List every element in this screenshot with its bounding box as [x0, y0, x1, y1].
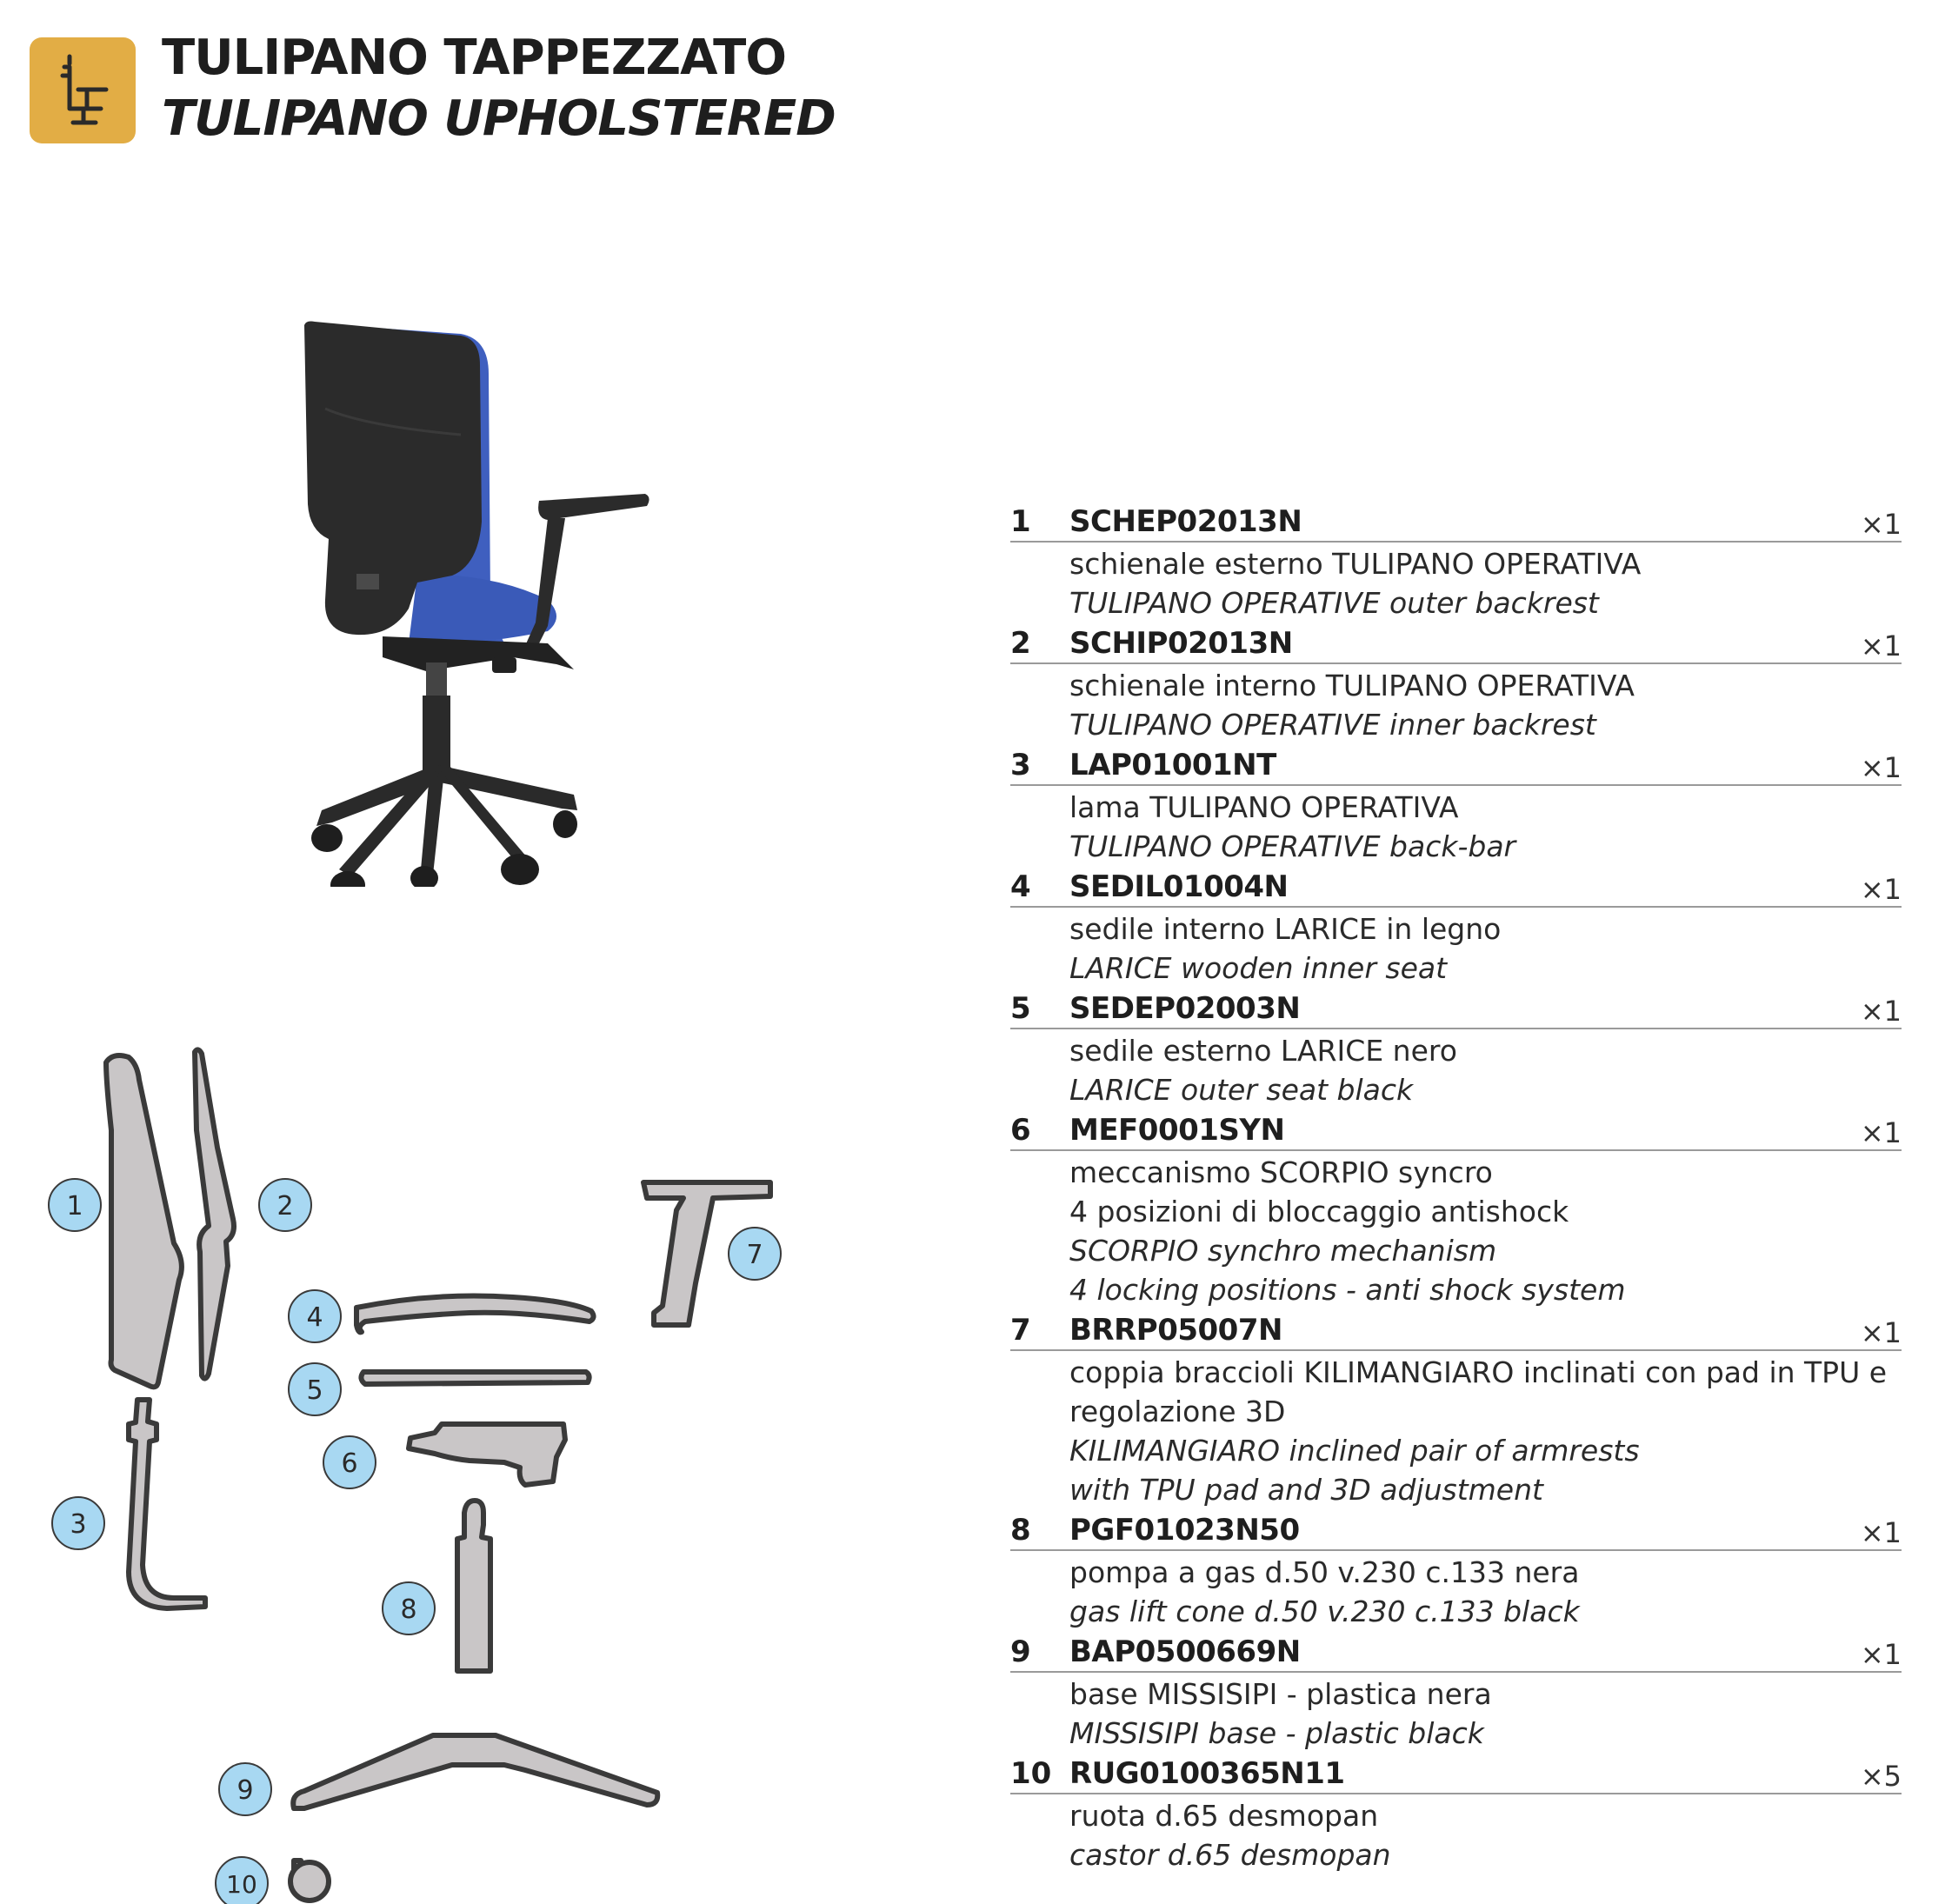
description-english: castor d.65 desmopan	[1069, 1838, 1391, 1872]
part-number: 2	[1010, 626, 1031, 661]
part-header	[1010, 1753, 1902, 1794]
part-number: 9	[1010, 1634, 1031, 1669]
parts-list	[1010, 501, 1902, 1874]
part-quantity: ×1	[1860, 1116, 1902, 1149]
part-entry	[1010, 866, 1902, 988]
part-code: MEF0001SYN	[1069, 1113, 1285, 1148]
part-code: BAP0500669N	[1069, 1634, 1301, 1669]
part-2-inner-backrest	[195, 1049, 234, 1378]
part-description	[1010, 664, 1902, 744]
part-9-base	[293, 1735, 657, 1808]
svg-text:6: 6	[341, 1448, 358, 1479]
description-italian: schienale interno TULIPANO OPERATIVA	[1069, 669, 1635, 702]
part-code: RUG0100365N11	[1069, 1756, 1345, 1791]
product-title-english: TULIPANO UPHOLSTERED	[162, 90, 836, 147]
part-number: 1	[1010, 504, 1031, 539]
description-english: TULIPANO OPERATIVE back-bar	[1069, 829, 1516, 863]
part-code: LAP01001NT	[1069, 748, 1276, 782]
part-4-inner-seat	[356, 1296, 594, 1333]
part-entry	[1010, 1509, 1902, 1631]
svg-text:10: 10	[226, 1870, 257, 1899]
part-header	[1010, 1309, 1902, 1351]
part-header	[1010, 1109, 1902, 1151]
description-italian: schienale esterno TULIPANO OPERATIVA	[1069, 547, 1642, 581]
callout-8	[383, 1582, 435, 1634]
description-italian: pompa a gas d.50 v.230 c.133 nera	[1069, 1555, 1580, 1589]
part-entry	[1010, 1109, 1902, 1309]
svg-text:4: 4	[306, 1302, 323, 1333]
part-quantity: ×1	[1860, 1316, 1902, 1349]
part-number: 5	[1010, 991, 1031, 1026]
part-quantity: ×1	[1860, 1638, 1902, 1671]
description-english: 4 locking positions - anti shock system	[1069, 1273, 1626, 1307]
part-code: BRRP05007N	[1069, 1313, 1282, 1348]
part-entry	[1010, 1631, 1902, 1753]
part-entry	[1010, 744, 1902, 866]
part-description	[1010, 1151, 1902, 1309]
description-italian: lama TULIPANO OPERATIVA	[1069, 790, 1459, 824]
part-description	[1010, 1029, 1902, 1109]
description-italian: meccanismo SCORPIO syncro	[1069, 1155, 1493, 1189]
callout-9	[219, 1763, 271, 1815]
part-entry	[1010, 622, 1902, 744]
part-header	[1010, 744, 1902, 786]
part-header	[1010, 1631, 1902, 1673]
part-quantity: ×5	[1860, 1760, 1902, 1793]
callout-5	[289, 1363, 341, 1415]
part-header	[1010, 988, 1902, 1029]
callout-2	[259, 1179, 311, 1231]
description-english: KILIMANGIARO inclined pair of armrests	[1069, 1434, 1640, 1468]
part-number: 6	[1010, 1113, 1031, 1148]
part-5-outer-seat	[361, 1372, 589, 1384]
svg-text:1: 1	[66, 1191, 83, 1222]
callout-1	[49, 1179, 101, 1231]
part-quantity: ×1	[1860, 629, 1902, 662]
part-code: SCHEP02013N	[1069, 504, 1302, 539]
part-description	[1010, 908, 1902, 988]
part-description	[1010, 543, 1902, 622]
part-code: SEDEP02003N	[1069, 991, 1301, 1026]
description-italian: 4 posizioni di bloccaggio antishock	[1069, 1195, 1569, 1228]
description-english: TULIPANO OPERATIVE inner backrest	[1069, 708, 1596, 742]
part-number: 3	[1010, 748, 1031, 782]
part-code: SCHIP02013N	[1069, 626, 1293, 661]
part-quantity: ×1	[1860, 508, 1902, 541]
description-italian: base MISSISIPI - plastica nera	[1069, 1677, 1492, 1711]
callout-3	[52, 1497, 104, 1549]
part-description	[1010, 786, 1902, 866]
part-1-outer-backrest	[106, 1055, 182, 1387]
chair-photo	[287, 313, 669, 887]
description-english: TULIPANO OPERATIVE outer backrest	[1069, 586, 1599, 620]
svg-text:8: 8	[400, 1594, 417, 1625]
part-number: 10	[1010, 1756, 1052, 1791]
description-english: with TPU pad and 3D adjustment	[1069, 1473, 1543, 1507]
part-header	[1010, 1509, 1902, 1551]
chair-icon	[30, 37, 136, 143]
svg-text:9: 9	[236, 1775, 254, 1806]
part-description	[1010, 1673, 1902, 1753]
part-10-castor-wheel	[290, 1862, 329, 1901]
callout-7	[729, 1228, 781, 1280]
part-code: PGF01023N50	[1069, 1513, 1300, 1548]
description-english: SCORPIO synchro mechanism	[1069, 1234, 1497, 1268]
svg-text:7: 7	[746, 1240, 763, 1270]
description-english: LARICE outer seat black	[1069, 1073, 1414, 1107]
part-description	[1010, 1794, 1902, 1874]
brand-logo	[30, 37, 136, 143]
part-entry	[1010, 1753, 1902, 1874]
part-header	[1010, 866, 1902, 908]
description-italian: sedile esterno LARICE nero	[1069, 1034, 1457, 1068]
part-entry	[1010, 988, 1902, 1109]
description-italian: coppia braccioli KILIMANGIARO inclinati con pad in TPU e regolazione 3D	[1069, 1355, 1888, 1428]
part-8-gas-lift	[457, 1501, 490, 1671]
part-quantity: ×1	[1860, 873, 1902, 906]
part-quantity: ×1	[1860, 751, 1902, 784]
callout-6	[323, 1436, 376, 1488]
part-number: 4	[1010, 869, 1031, 904]
svg-text:2: 2	[276, 1191, 294, 1222]
part-entry	[1010, 1309, 1902, 1509]
svg-text:3: 3	[70, 1509, 87, 1540]
description-english: gas lift cone d.50 v.230 c.133 black	[1069, 1594, 1580, 1628]
part-header	[1010, 501, 1902, 543]
part-6-mechanism	[409, 1424, 565, 1485]
callout-10	[216, 1857, 268, 1904]
description-english: MISSISIPI base - plastic black	[1069, 1716, 1484, 1750]
description-english: LARICE wooden inner seat	[1069, 951, 1448, 985]
part-3-back-bar	[129, 1400, 205, 1608]
part-quantity: ×1	[1860, 995, 1902, 1028]
callout-4	[289, 1290, 341, 1342]
part-number: 7	[1010, 1313, 1031, 1348]
product-title-italian: TULIPANO TAPPEZZATO	[162, 30, 786, 86]
description-italian: sedile interno LARICE in legno	[1069, 912, 1502, 946]
part-quantity: ×1	[1860, 1516, 1902, 1549]
part-code: SEDIL01004N	[1069, 869, 1289, 904]
part-description	[1010, 1351, 1902, 1509]
part-description	[1010, 1551, 1902, 1631]
exploded-parts-diagram	[0, 1026, 800, 1904]
part-number: 8	[1010, 1513, 1031, 1548]
part-entry	[1010, 501, 1902, 622]
svg-text:5: 5	[306, 1375, 323, 1406]
part-header	[1010, 622, 1902, 664]
description-italian: ruota d.65 desmopan	[1069, 1799, 1379, 1833]
